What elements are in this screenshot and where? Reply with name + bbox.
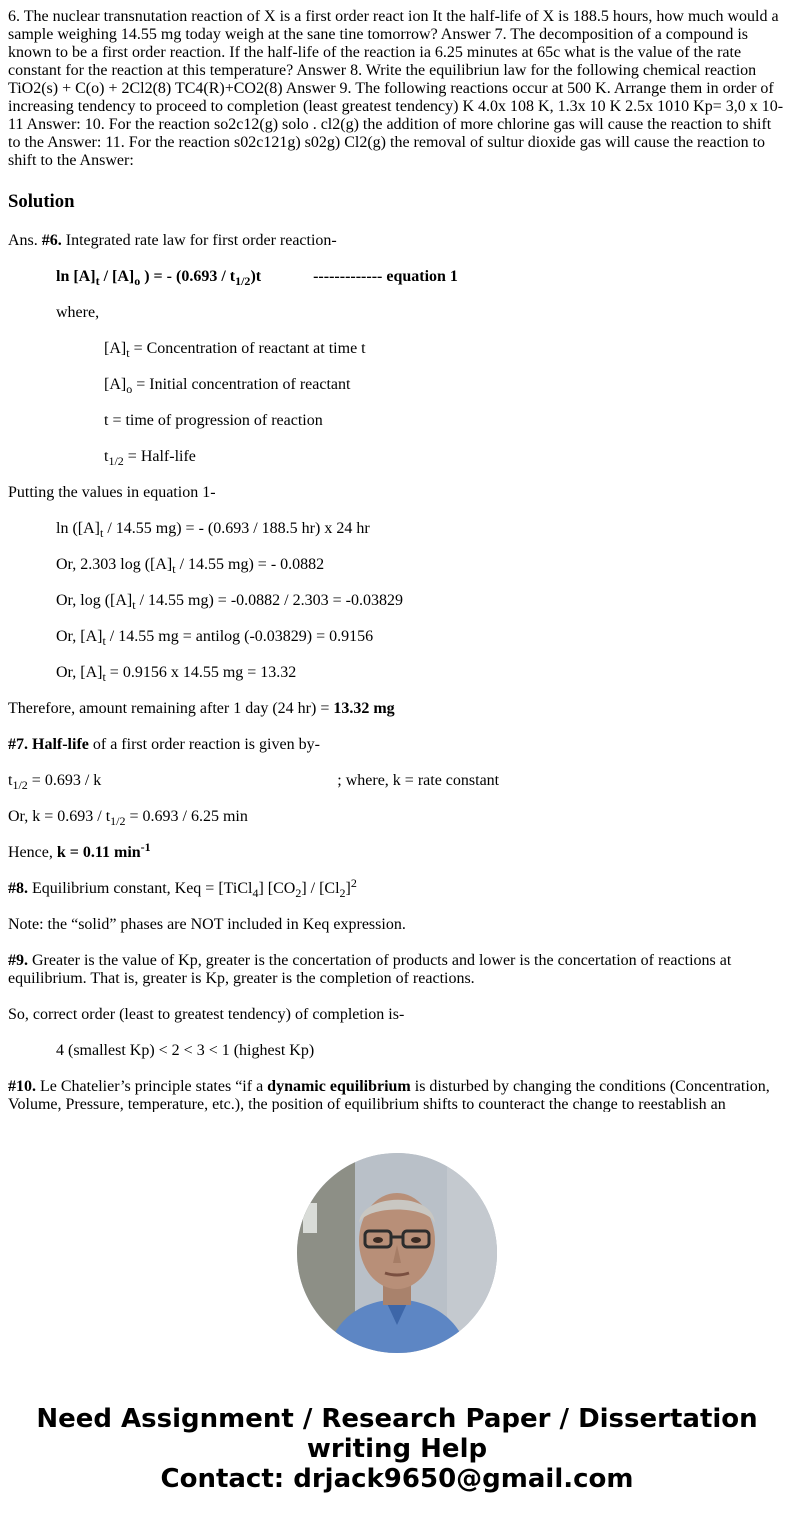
step-1: $\ln ([A]_t / 14.55$ mg) = - (0.693 / 188.5 hr) x 24 hr	[56, 520, 370, 540]
ans7-result: Hence, k = 0.11 $\min^{-1}$	[8, 840, 151, 861]
promo-line-1: Need Assignment / Research Paper / Dissertation	[36, 1404, 758, 1434]
ans9-text: #9. Greater is the value of Kp, greater is the concertation of products and lower is the concertation of reactions at equilibrium. That is, greater is Kp, greater is the completion of reactions.	[8, 952, 732, 987]
promo-line-2: writing Help	[306, 1434, 488, 1464]
step-3: Or, $\log ([A]_t / 14.55$ mg) = -0.0882 / 2.303 = -0.03829	[56, 592, 403, 612]
promo-banner	[0, 1404, 794, 1494]
ans9-order: 4 (smallest Kp) < 2 < 3 < 1 (highest Kp)	[56, 1042, 315, 1059]
ans6-equation: $\ln [A]_t / [A]_o$ ) = - $(0.693 / t_{1/2})t$ ------------- equation 1	[56, 268, 458, 288]
def-time: t = time of progression of reaction	[104, 412, 323, 429]
author-avatar	[297, 1153, 497, 1353]
def-half-life: $t_{1/2}$ = Half-life	[104, 448, 196, 468]
def-initial-concentration: $[A]_o$ = Initial concentration of reactant	[104, 376, 351, 396]
ans8-note: Note: the “solid” phases are NOT included in Keq expression.	[8, 916, 406, 933]
ans9-so: So, correct order (least to greatest tendency) of completion is-	[8, 1006, 405, 1023]
question-text: 6. The nuclear transnutation reaction of X is a first order react ion It the half-life of X is 188.5 hours, how much would a sample weighing 14.55 mg today weigh at the sane tine tomorrow? Answer 7. The decomposition of a compound is known to be a first order reaction. If the half-life of the reaction ia 6.25 minutes at 65c what is the value of the rate constant for the reaction at this temperature? Answer 8. Write the equilibriun law for the following chemical reaction TiO2(s) + C(o) + 2Cl2(8) TC4(R)+CO2(8) Answer 9. The following reactions occur at 500 K. Arrange them in order of increasing tendency to proceed to completion (least greatest tendency) K 4.0x 108 K, 1.3x 10 K 2.5x 1010 Kp= 3,0 x 10-11 Answer: 10. For the reaction so2c12(g) solo . cl2(g) the addition of more chlorine gas will cause the reaction to shift to the Answer: 11. For the reaction s02c121g) s02g) Cl2(g) the removal of sultur dioxide gas will cause the reaction to shift to the Answer:	[8, 8, 784, 169]
ans7-substitution: Or, $k = 0.693 / t_{1/2} = 0.693 / 6.25$ min	[8, 808, 248, 828]
ans6-where: where,	[56, 304, 100, 321]
ans6-result: Therefore, amount remaining after 1 day (24 hr) = 13.32 mg	[8, 700, 395, 717]
solution-heading: Solution	[8, 191, 75, 212]
ans7-intro: #7. Half-life of a first order reaction is given by-	[8, 736, 320, 753]
ans6-intro: Ans. #6. Integrated rate law for first order reaction-	[8, 232, 337, 249]
promo-contact: Contact: drjack9650@gmail.com	[160, 1464, 634, 1494]
ans6-putting: Putting the values in equation 1-	[8, 484, 216, 501]
ans8-equation: #8. Equilibrium constant, Keq = [TiCl$_4$] $[CO_2] / [Cl_2]^2$	[8, 876, 357, 900]
def-concentration-t: $[A]_t$ = Concentration of reactant at time t	[104, 340, 366, 360]
ans10-text: #10. Le Chatelier’s principle states “if a dynamic equilibrium is disturbed by changing the conditions (Concentration, Volume, Pressure, temperature, etc.), the position of equilibrium shifts to counteract the change to reestablish an	[8, 1078, 770, 1112]
step-5: Or, $[A]_t = 0.9156$ x 14.55 mg = 13.32	[56, 664, 297, 684]
ans7-formula: $t_{1/2} = 0.693 / k$ ; where, k = rate constant	[8, 772, 500, 792]
step-4: Or, $[A]_t / 14.55$ mg = antilog (-0.03829) = 0.9156	[56, 628, 374, 648]
document	[8, 0, 786, 1112]
step-2: Or, 2.303 $\log ([A]_t / 14.55$ mg) = - 0.0882	[56, 556, 325, 576]
